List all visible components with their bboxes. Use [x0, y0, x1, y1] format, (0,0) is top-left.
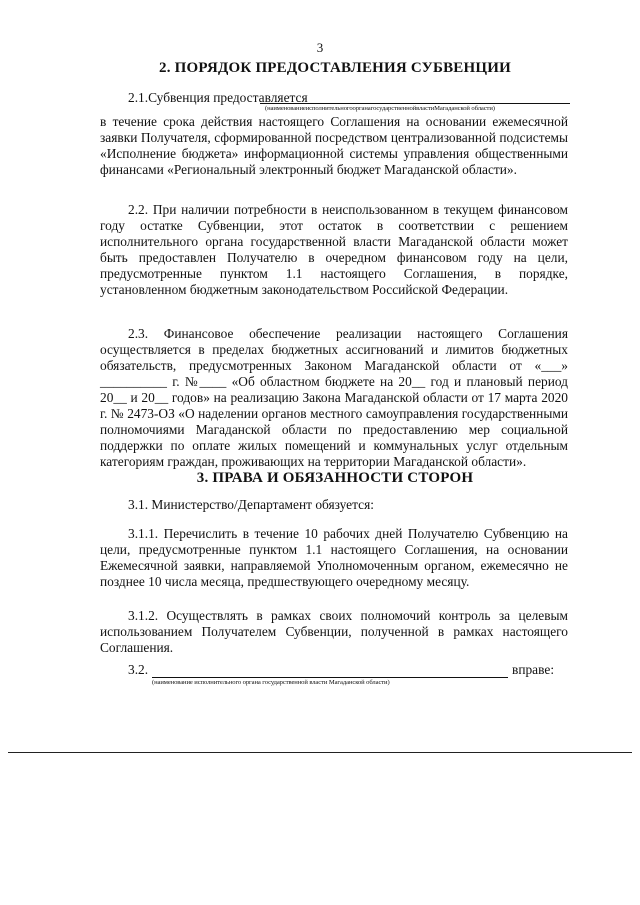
blank-caption-3-2: (наименование исполнительного органа государственной власти Магаданской области)	[152, 679, 390, 686]
paragraph-2-1-body: в течение срока действия настоящего Соглашения на основании ежемесячной заявки Получателя, сформированной посредством централизованной подсистемы «Исполнение бюджета» информационной системы управления общественными финансами «Региональный электронный бюджет Магаданской области».	[100, 114, 568, 177]
section-3-title: 3. ПРАВА И ОБЯЗАННОСТИ СТОРОН	[196, 470, 474, 486]
bottom-divider	[8, 752, 632, 753]
page-number: 3	[316, 40, 324, 55]
blank-caption-2-1: (наименованиеисполнительногоорганагосударственнойвластиМагаданской области)	[265, 105, 495, 112]
paragraph-2-1-lead: 2.1.Субвенция предоставляется	[128, 90, 308, 105]
paragraph-3-2-label: 3.2.	[128, 662, 149, 677]
paragraph-3-1-2: 3.1.2. Осуществлять в рамках своих полномочий контроль за целевым использованием Получателем Субвенции, полученной в рамках настоящего Соглашения.	[100, 608, 568, 655]
paragraph-3-1: 3.1. Министерство/Департамент обязуется:	[128, 497, 374, 512]
section-2-title: 2. ПОРЯДОК ПРЕДОСТАВЛЕНИЯ СУБВЕНЦИИ	[159, 60, 511, 76]
fill-in-blank-2-1	[260, 91, 570, 104]
paragraph-2-2: 2.2. При наличии потребности в неиспользованном в текущем финансовом году остатке Субвенции, этот остаток в соответствии с решением исполнительного органа государственной власти Магаданской области может быть предоставлен Получателю в очередном финансовом году на цели, предусмотренные пунктом 1.1 настоящего Соглашения, в порядке, установленном бюджетным законодательством Российской Федерации.	[100, 202, 568, 297]
paragraph-3-1-1: 3.1.1. Перечислить в течение 10 рабочих дней Получателю Субвенцию на цели, предусмотренные пунктом 1.1 настоящего Соглашения, на основании Ежемесячной заявки, направляемой Уполномоченным органом, ежемесячно не позднее 10 числа месяца, предшествующего очередному месяцу.	[100, 526, 568, 589]
fill-in-blank-3-2	[152, 665, 508, 678]
paragraph-3-2-tail: вправе:	[512, 662, 555, 677]
paragraph-2-3: 2.3. Финансовое обеспечение реализации настоящего Соглашения осуществляется в пределах бюджетных ассигнований и лимитов бюджетных обязательств, предусмотренных Законом Магаданской области от «___» __________ г. №____ «Об областном бюджете на 20__ год и плановый период 20__ и 20__ годов» на реализацию Закона Магаданской области от 17 марта 2020 г. № 2473-ОЗ «О наделении органов местного самоуправления государственными полномочиями Магаданской области по предоставлению мер социальной поддержки по оплате жилых помещений и коммунальных услуг отдельным категориям граждан, проживающих на территории Магаданской области».	[100, 326, 568, 469]
